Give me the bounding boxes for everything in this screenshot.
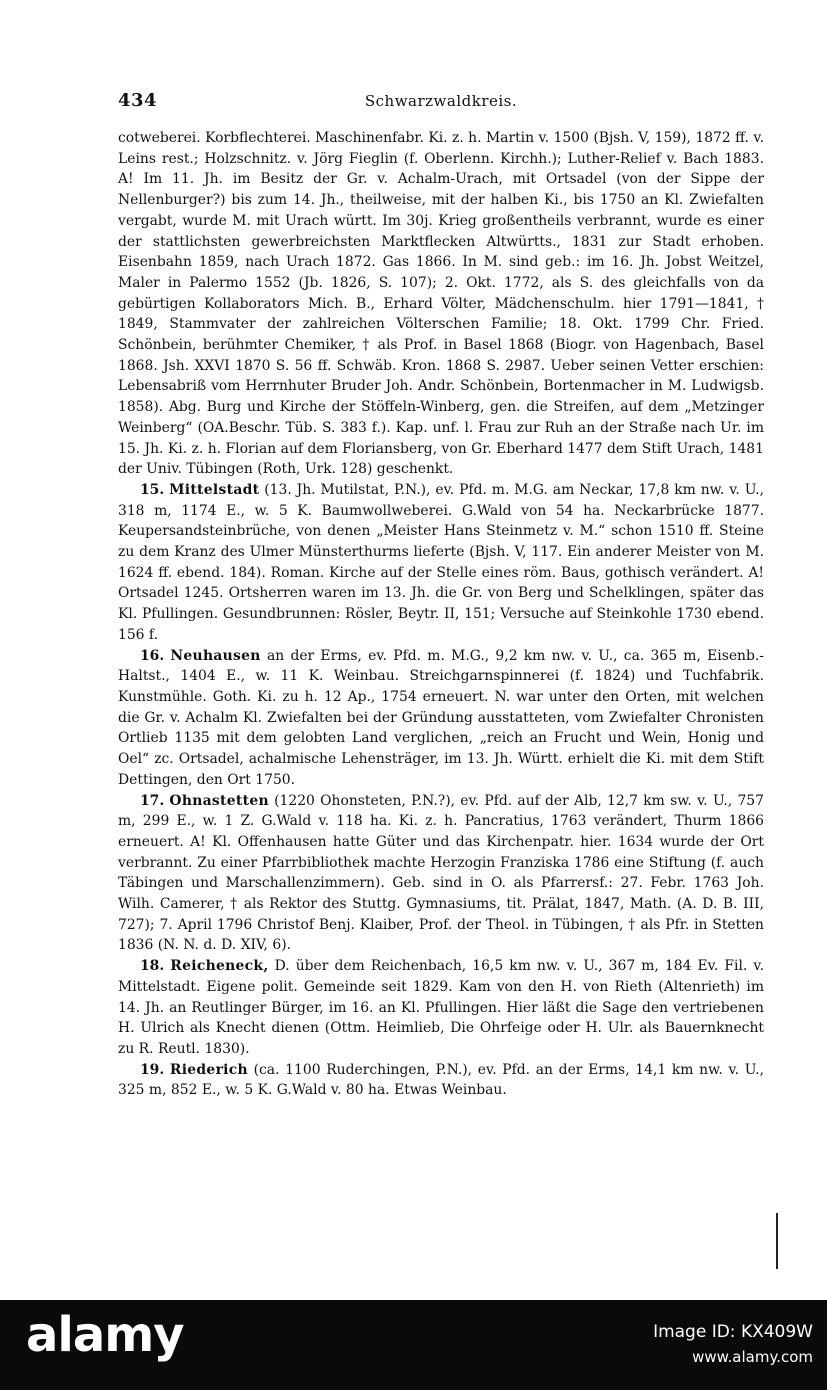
- entry-text: an der Erms, ev. Pfd. m. M.G., 9,2 km nw. v. U., ca. 365 m, Eisenb.-Haltst., 1404 E., w. 11 K. Weinbau. Streichgarnspinnerei (f. 1824) und Tuchfabrik. Kunstmühle. Goth. Ki. zu h. 12 Ap., 1754 erneuert. N. war unter den Orten, mit welchen die Gr. v. Achalm Kl. Zwiefalten bei der Gründung ausstatteten, vom Zwiefalter Chronisten Ortlieb 1135 mit dem gelobten Land verglichen, „reich an Frucht und Wein, Honig und Oel“ zc. Ortsadel, achalmische Lehensträger, im 13. Jh. Württ. erhielt die Ki. mit dem Stift Dettingen, den Ort 1750.: [118, 647, 764, 788]
- entry-place-name: Riederich: [169, 1061, 248, 1078]
- watermark-logo: alamy: [26, 1307, 184, 1363]
- paragraph-text: cotweberei. Korbflechterei. Maschinenfabr. Ki. z. h. Martin v. 1500 (Bjsh. V, 159), 1872 ff. v. Leins rest.; Holzschnitz. v. Jörg Fieglin (f. Oberlenn. Kirchh.); Luther-Relief v. Bach 1883. A! Im 11. Jh. im Besitz der Gr. v. Achalm-Urach, mit Ortsadel (von der Sippe der Nellenburger?) bis zum 14. Jh., theilweise, mit der halben Ki., bis 1750 an Kl. Zwiefalten vergabt, wurde M. mit Urach württ. Im 30j. Krieg großentheils verbrannt, wurde es einer der stattlichsten gewerbreichsten Marktflecken Altwürtts., 1831 zur Stadt erhoben. Eisenbahn 1859, nach Urach 1872. Gas 1866. In M. sind geb.: im 16. Jh. Jobst Weitzel, Maler in Palermo 1552 (Jb. 1826, S. 107); 2. Okt. 1772, als S. des gleichfalls von da gebürtigen Kollaborators Mich. B., Erhard Völter, Mädchenschulm. hier 1791—1841, † 1849, Stammvater der zahlreichen Völterschen Familie; 18. Okt. 1799 Chr. Fried. Schönbein, berühmter Chemiker, † als Prof. in Basel 1868 (Biogr. von Hagenbach, Basel 1868. Jsh. XXVI 1870 S. 56 ff. Schwäb. Kron. 1868 S. 2987. Ueber seinen Vetter erschien: Lebensabriß vom Herrnhuter Bruder Joh. Andr. Schönbein, Bortenmacher in M. Ludwigsb. 1858). Abg. Burg und Kirche der Stöffeln-Winberg, gen. die Streifen, auf dem „Metzinger Weinberg“ (OA.Beschr. Tüb. S. 383 f.). Kap. unf. l. Frau zur Ruh an der Straße nach Ur. im 15. Jh. Ki. z. h. Florian auf dem Floriansberg, von Gr. Eberhard 1477 dem Stift Urach, 1481 der Univ. Tübingen (Roth, Urk. 128) geschenkt.: [118, 130, 764, 478]
- entry-number: 15.: [140, 481, 165, 498]
- running-title: Schwarzwaldkreis.: [364, 92, 518, 110]
- entry-ohnastetten: [118, 791, 764, 957]
- page-number: 434: [118, 90, 158, 111]
- entry-text: (ca. 1100 Ruderchingen, P.N.), ev. Pfd. an der Erms, 14,1 km nw. v. U., 325 m, 852 E., w. 5 K. G.Wald v. 80 ha. Etwas Weinbau.: [118, 1061, 765, 1099]
- entry-reicheneck: [118, 956, 764, 1060]
- entry-text: (1220 Ohonsteten, P.N.?), ev. Pfd. auf der Alb, 12,7 km sw. v. U., 757 m, 299 E., w. 1 Z. G.Wald v. 118 ha. Ki. z. h. Pancratius, 1763 verändert, Thurm 1866 erneuert. A! Kl. Offenhausen hatte Güter und das Kirchenpatr. hier. 1634 wurde der Ort verbrannt. Zu einer Pfarrbibliothek machte Herzogin Franziska 1786 eine Stiftung (f. auch Täbingen und Marschallenzimmern). Geb. sind in O. als Pfarrersf.: 27. Febr. 1763 Joh. Wilh. Camerer, † als Rektor des Stuttg. Gymnasiums, tit. Prälat, 1847, Math. (A. D. B. III, 727); 7. April 1796 Christof Benj. Klaiber, Prof. der Theol. in Tübingen, † als Pfr. in Stetten 1836 (N. N. d. D. XIV, 6).: [118, 792, 764, 954]
- paragraph-continuation: [118, 128, 764, 480]
- entry-place-name: Neuhausen: [170, 647, 261, 664]
- watermark-url: www.alamy.com: [692, 1348, 813, 1366]
- entry-place-name: Reicheneck,: [170, 958, 269, 975]
- margin-rule: [776, 1213, 778, 1269]
- entry-place-name: Mittelstadt: [169, 481, 260, 498]
- entry-text: D. über dem Reichenbach, 16,5 km nw. v. U., 367 m, 184 Ev. Fil. v. Mittelstadt. Eigene polit. Gemeinde seit 1829. Kam von den H. von Rieth (Altenrieth) im 14. Jh. an Reutlinger Bürger, im 16. an Kl. Pfullingen. Hier läßt die Sage den vertriebenen H. Ulrich als Knecht dienen (Ottm. Heimlieb, Die Ohrfeige oder H. Ulr. als Bauernknecht zu R. Reutl. 1830).: [118, 958, 764, 1057]
- entry-number: 19.: [140, 1061, 165, 1078]
- watermark-image-id: Image ID: KX409W: [653, 1322, 813, 1342]
- entry-text: (13. Jh. Mutilstat, P.N.), ev. Pfd. m. M.G. am Neckar, 17,8 km nw. v. U., 318 m, 1174 E., w. 5 K. Baumwollweberei. G.Wald von 54 ha. Neckarbrücke 1877. Keupersandsteinbrüche, von denen „Meister Hans Steinmetz v. M.“ schon 1510 ff. Steine zu dem Kranz des Ulmer Münsterthurms lieferte (Bjsh. V, 117. Ein anderer Meister von M. 1624 ff. ebend. 184). Roman. Kirche auf der Stelle eines röm. Baus, gothisch verändert. A! Ortsadel 1245. Ortsherren waren im 13. Jh. die Gr. von Berg und Schelklingen, später das Kl. Pfullingen. Gesundbrunnen: Rösler, Beytr. II, 151; Versuche auf Steinkohle 1730 ebend. 156 f.: [118, 481, 765, 643]
- entry-riederich: [118, 1060, 764, 1101]
- entry-neuhausen: [118, 646, 764, 791]
- page-header: [118, 90, 764, 116]
- entry-place-name: Ohnastetten: [169, 792, 269, 809]
- entry-number: 18.: [140, 958, 165, 975]
- entry-mittelstadt: [118, 480, 764, 646]
- entry-number: 16.: [140, 647, 165, 664]
- body-text: [118, 128, 764, 1101]
- entry-number: 17.: [140, 792, 165, 809]
